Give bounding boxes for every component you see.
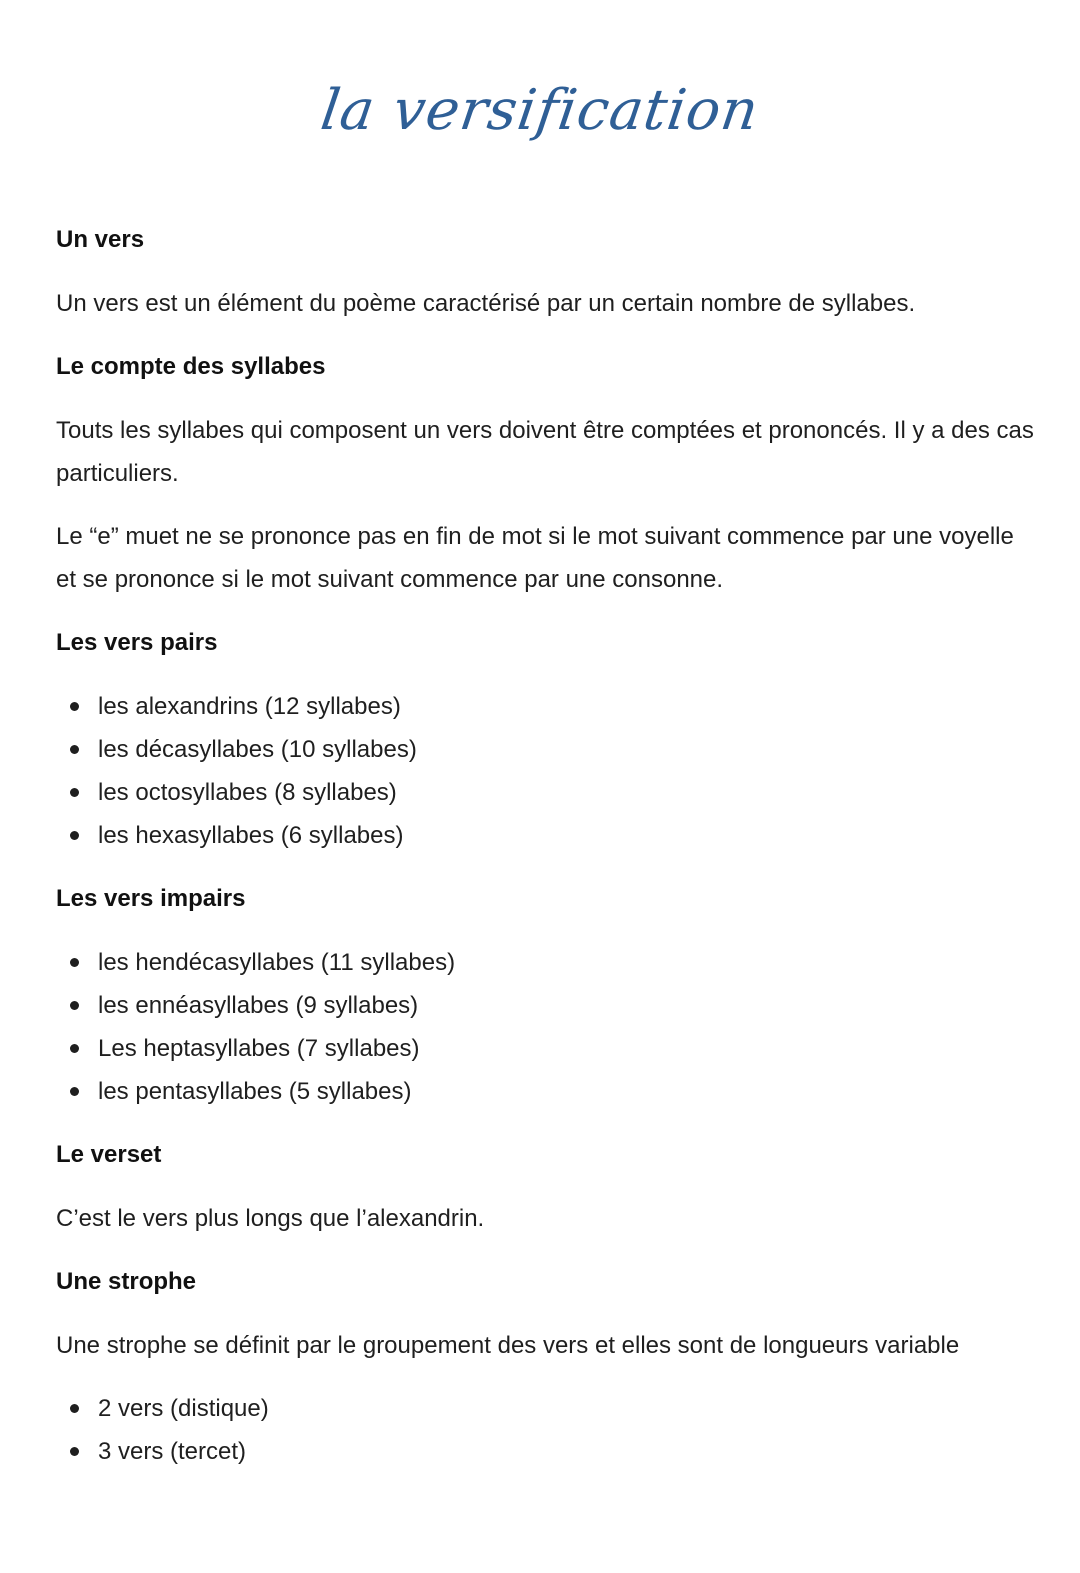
list-item: les décasyllabes (10 syllabes) bbox=[56, 728, 1036, 771]
list-item: les octosyllabes (8 syllabes) bbox=[56, 771, 1036, 814]
list-item: les ennéasyllabes (9 syllabes) bbox=[56, 984, 1036, 1027]
document-body bbox=[56, 218, 1036, 1493]
section-heading: Le verset bbox=[56, 1141, 162, 1168]
paragraph: C’est le vers plus longs que l’alexandrin. bbox=[56, 1205, 485, 1232]
list-item: les hendécasyllabes (11 syllabes) bbox=[56, 941, 1036, 984]
section-heading: Une strophe bbox=[56, 1268, 197, 1295]
list-item: 3 vers (tercet) bbox=[56, 1430, 1036, 1473]
bullet-list bbox=[56, 941, 1036, 1113]
paragraph: Le “e” muet ne se prononce pas en fin de mot si le mot suivant commence par une voyelle et se prononce si le mot suivant commence par une consonne. bbox=[56, 523, 1014, 593]
paragraph: Un vers est un élément du poème caractérisé par un certain nombre de syllabes. bbox=[56, 290, 916, 317]
list-item: Les heptasyllabes (7 syllabes) bbox=[56, 1027, 1036, 1070]
page-title: la versification bbox=[316, 78, 764, 143]
section-heading: Les vers impairs bbox=[56, 885, 246, 912]
list-item: les alexandrins (12 syllabes) bbox=[56, 685, 1036, 728]
section-heading: Un vers bbox=[56, 226, 145, 253]
bullet-list bbox=[56, 1387, 1036, 1473]
paragraph: Une strophe se définit par le groupement des vers et elles sont de longueurs variable bbox=[56, 1332, 960, 1359]
list-item: les pentasyllabes (5 syllabes) bbox=[56, 1070, 1036, 1113]
bullet-list bbox=[56, 685, 1036, 857]
section-heading: Le compte des syllabes bbox=[56, 353, 326, 380]
section-heading: Les vers pairs bbox=[56, 629, 218, 656]
list-item: les hexasyllabes (6 syllabes) bbox=[56, 814, 1036, 857]
list-item: 2 vers (distique) bbox=[56, 1387, 1036, 1430]
paragraph: Touts les syllabes qui composent un vers doivent être comptées et prononcés. Il y a des cas particuliers. bbox=[56, 417, 1034, 487]
